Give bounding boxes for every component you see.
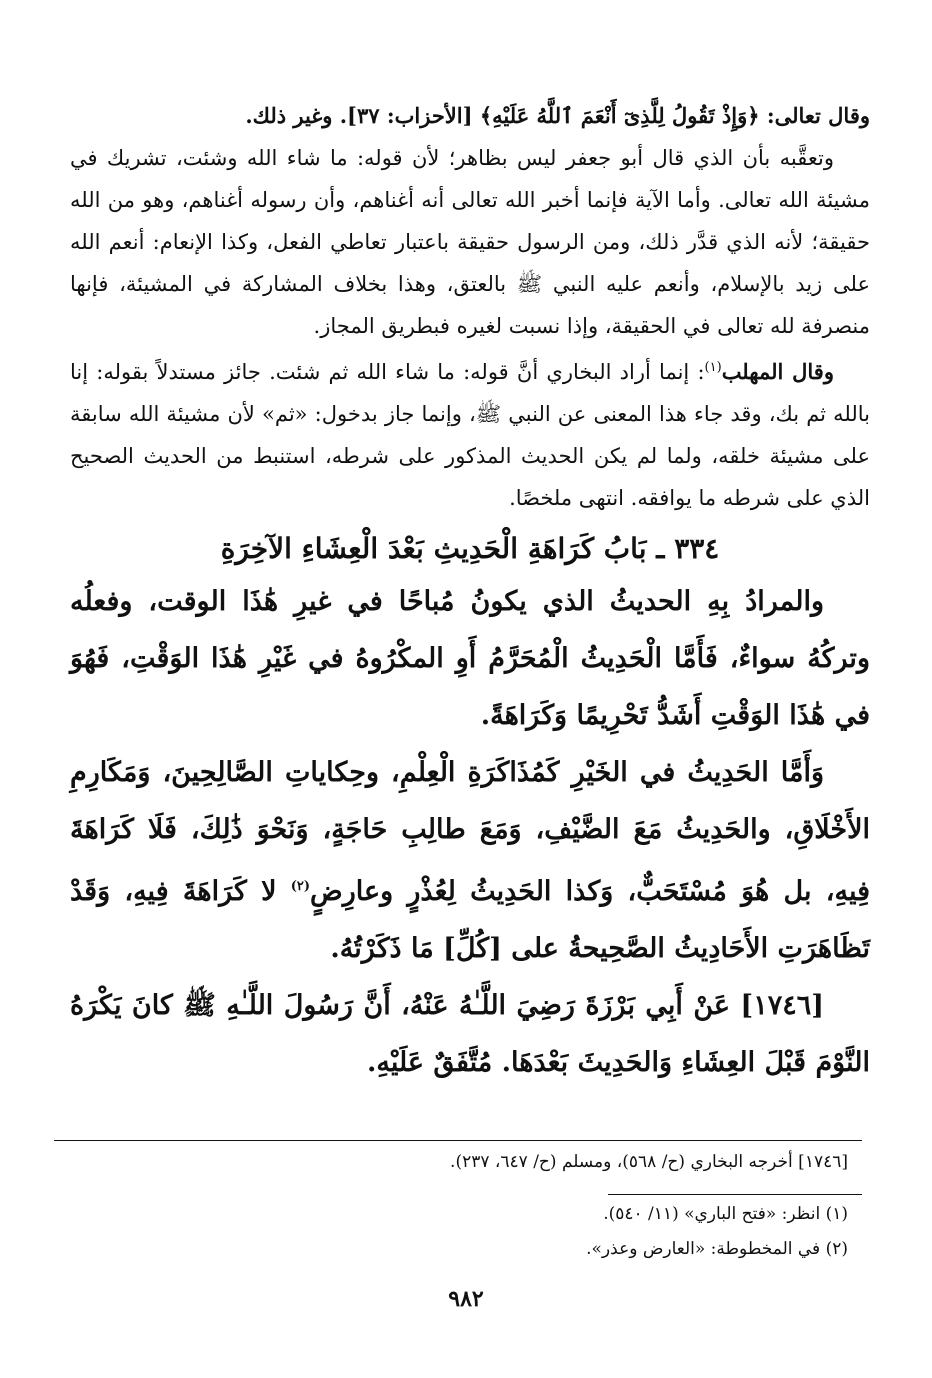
page-number: ٩٨٢	[448, 1286, 484, 1312]
footnote-marker-2: (٢)	[290, 879, 311, 894]
commentary-lead: وقال المهلب	[721, 359, 834, 384]
footnote-divider-short	[608, 1194, 862, 1195]
footnote-marker-1: (١)	[704, 360, 722, 375]
chapter-heading: ٣٣٤ ـ بَابُ كَرَاهَةِ الْحَدِيثِ بَعْدَ الْعِشَاءِ الآخِرَةِ	[220, 532, 720, 565]
chapter-text: لا كَرَاهَةَ فِيهِ، وَقَدْ تَظَاهَرَتِ الأَحَادِيثُ الصَّحِيحةُ على [كُلِّ] مَا ذَكَرْتُهُ.	[70, 876, 870, 964]
chapter-text: وَأَمَّا الحَدِيثُ في الخَيْرِ كَمُذَاكَرَةِ الْعِلْمِ، وحِكاياتِ الصَّالِحِينَ، وَمَكَارِمِ الأَخْلَاقِ، والحَدِيثُ مَعَ الضَّيْفِ، وَمَعَ طالِبِ حَاجَةٍ، وَنَحْوَ ذَٰلِكَ، فَلَا كَرَاهَةَ فِيهِ، بل هُوَ مُسْتَحَبٌّ، وَكذا الحَدِيثُ لِعُذْرٍ وعارِضٍ	[70, 757, 870, 907]
footnote-2: (٢) في المخطوطة: «العارض وعذر».	[586, 1239, 848, 1259]
hadith-text: [١٧٤٦] عَنْ أَبِي بَرْزَةَ رَضِيَ اللَّـٰهُ عَنْهُ، أَنَّ رَسُولَ اللَّـٰهِ ﷺ كانَ يَكْرَهُ النَّوْمَ قَبْلَ العِشَاءِ وَالحَدِيثَ بَعْدَهَا. مُتَّفَقٌ عَلَيْهِ.	[70, 990, 870, 1078]
chapter-paragraph-1: والمرادُ بِهِ الحديثُ الذي يكونُ مُباحًا في غيرِ هَٰذَا الوقت، وفعلُه وتركُهُ سواءٌ، فَأَمَّا الْحَدِيثُ الْمُحَرَّمُ أَوِ المكْرُوهُ في غَيْرِ هَٰذَا الوَقْتِ، فَهُوَ في هَٰذَا الوَقْتِ أَشَدُّ تَحْرِيمًا وَكَرَاهَةً.	[70, 586, 870, 731]
page-body	[70, 95, 870, 1091]
commentary-text: وقال تعالى: ﴿وَإِذْ تَقُولُ لِلَّذِىٓ أَنْعَمَ ٱللَّهُ عَلَيْهِ﴾ [الأحزاب: ٣٧]. وغير ذلك.	[245, 103, 870, 128]
commentary-paragraph-1	[70, 95, 870, 137]
commentary-paragraph-3	[70, 347, 870, 519]
takhrij-note: [١٧٤٦] أخرجه البخاري (ح/ ٥٦٨)، ومسلم (ح/ ٦٤٧، ٢٣٧).	[450, 1152, 848, 1172]
footnote-1: (١) انظر: «فتح الباري» (١١/ ٥٤٠).	[603, 1204, 848, 1224]
footnote-divider	[54, 1140, 862, 1141]
commentary-paragraph-2: وتعقَّبه بأن الذي قال أبو جعفر ليس بظاهر؛ لأن قوله: ما شاء الله وشئت، تشريك في مشيئة الله تعالى. وأما الآية فإنما أخبر الله تعالى أنه أغناهم، وأن رسوله أغناهم، وهو من الله حقيقة؛ لأنه الذي قدَّر ذلك، ومن الرسول حقيقة باعتبار تعاطي الفعل، وكذا الإنعام: أنعم الله على زيد بالإسلام، وأنعم عليه النبي ﷺ بالعتق، وهذا بخلاف المشاركة في المشيئة، فإنها منصرفة لله تعالى في الحقيقة، وإذا نسبت لغيره فبطريق المجاز.	[70, 146, 870, 338]
commentary-text: : إنما أراد البخاري أنَّ قوله: ما شاء الله ثم شئت. جائز مستدلاً بقوله: إنا بالله ثم بك، وقد جاء هذا المعنى عن النبي ﷺ، وإنما جاز بدخول: «ثم» لأن مشيئة الله سابقة على مشيئة خلقه، ولما لم يكن الحديث المذكور على شرطه، استنبط من الحديث الصحيح الذي على شرطه ما يوافقه. انتهى ملخصًا.	[70, 360, 870, 510]
chapter-paragraph-2	[70, 744, 870, 977]
